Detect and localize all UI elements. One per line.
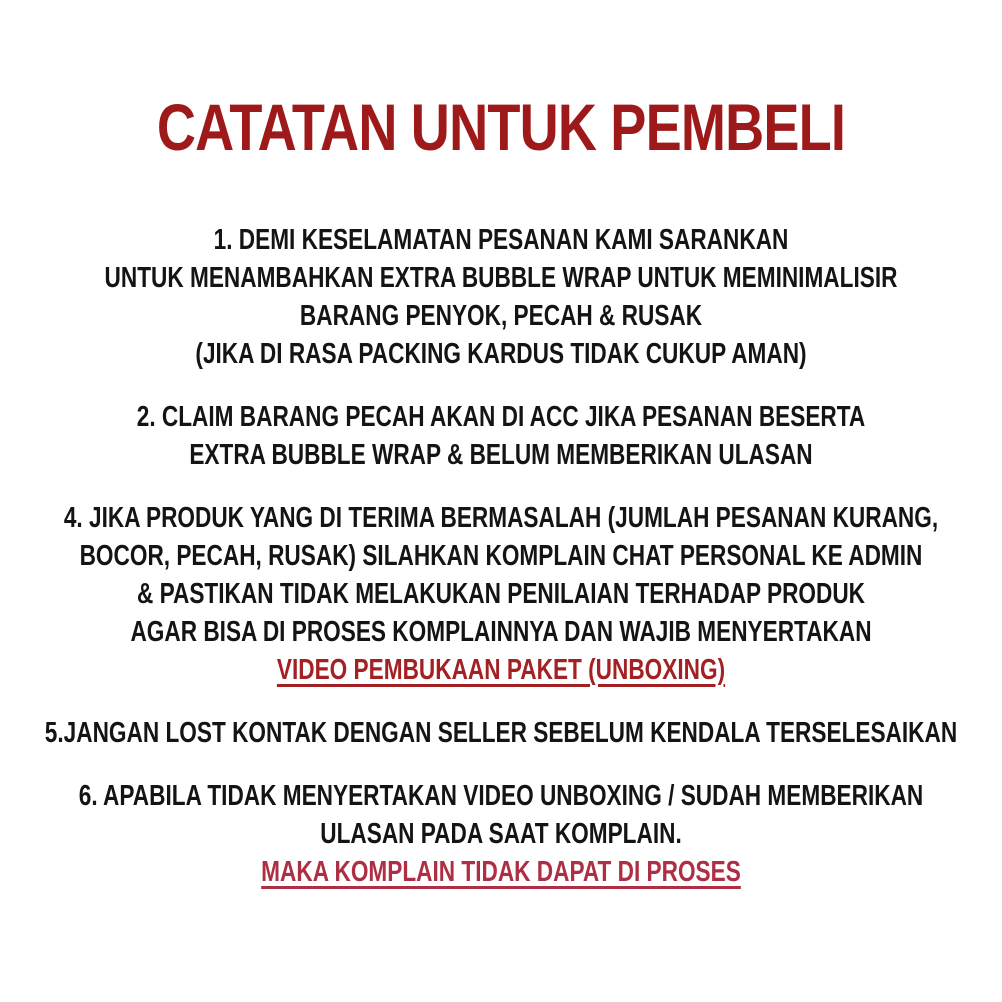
complaint-rejected-emphasis: MAKA KOMPLAIN TIDAK DAPAT DI PROSES <box>261 856 741 888</box>
note-paragraph-packing-advice <box>0 221 1002 373</box>
page-title: CATATAN UNTUK PEMBELI <box>156 90 846 164</box>
note-paragraph-complaint-rejection <box>0 777 1002 891</box>
note-line: 2. CLAIM BARANG PECAH AKAN DI ACC JIKA PESANAN BESERTA <box>136 401 866 433</box>
note-body <box>0 221 1002 891</box>
note-line: 5.JANGAN LOST KONTAK DENGAN SELLER SEBELUM KENDALA TERSELESAIKAN <box>44 717 958 749</box>
note-paragraph-keep-contact <box>0 714 1002 752</box>
note-line: BARANG PENYOK, PECAH & RUSAK <box>299 300 703 332</box>
unboxing-video-emphasis: VIDEO PEMBUKAAN PAKET (UNBOXING) <box>276 654 726 686</box>
note-line: 1. DEMI KESELAMATAN PESANAN KAMI SARANKAN <box>213 224 789 256</box>
note-line: 6. APABILA TIDAK MENYERTAKAN VIDEO UNBOXING / SUDAH MEMBERIKAN <box>78 780 924 812</box>
note-line: EXTRA BUBBLE WRAP & BELUM MEMBERIKAN ULASAN <box>189 439 813 471</box>
note-line: BOCOR, PECAH, RUSAK) SILAHKAN KOMPLAIN CHAT PERSONAL KE ADMIN <box>79 540 923 572</box>
note-line: & PASTIKAN TIDAK MELAKUKAN PENILAIAN TERHADAP PRODUK <box>136 578 866 610</box>
note-paragraph-claim-terms <box>0 398 1002 474</box>
note-line: (JIKA DI RASA PACKING KARDUS TIDAK CUKUP AMAN) <box>195 338 807 370</box>
note-line: AGAR BISA DI PROSES KOMPLAINNYA DAN WAJIB MENYERTAKAN <box>130 616 872 648</box>
note-line: 4. JIKA PRODUK YANG DI TERIMA BERMASALAH (JUMLAH PESANAN KURANG, <box>63 502 939 534</box>
note-line: UNTUK MENAMBAHKAN EXTRA BUBBLE WRAP UNTUK MEMINIMALISIR <box>104 262 898 294</box>
note-line: ULASAN PADA SAAT KOMPLAIN. <box>320 818 682 850</box>
note-paragraph-complaint-procedure <box>0 499 1002 689</box>
